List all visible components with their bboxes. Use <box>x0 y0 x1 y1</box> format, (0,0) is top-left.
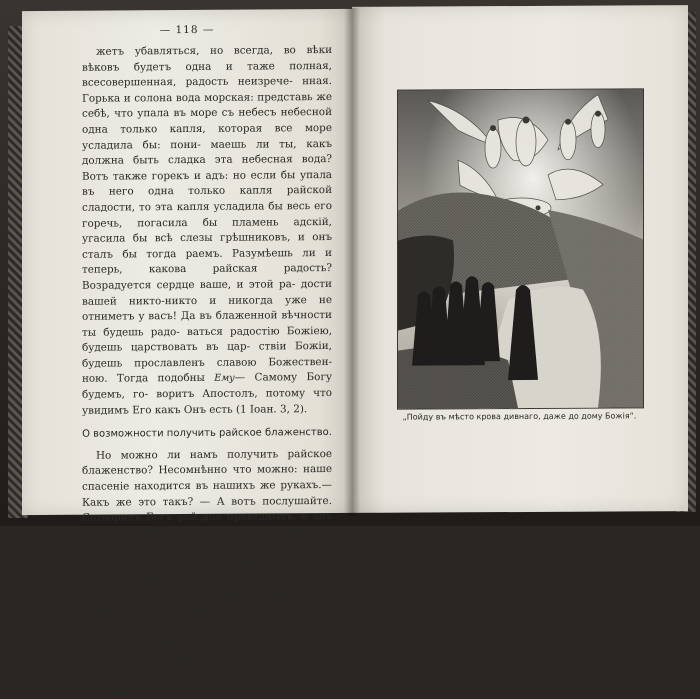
line: для грѣшныхъ. Заперъ онъ рай, заперъ и адъ. Но <box>82 525 332 556</box>
line: нная. Горька и солона вода морская: представь же <box>82 75 332 105</box>
right-page <box>352 5 688 513</box>
engraving-image <box>398 89 643 408</box>
line: только капля, которая все море усладила бы: пони- <box>82 121 332 152</box>
section-heading: О возможности получить райское блаженство. <box>82 427 332 440</box>
line: послушайте. Сотворилъ Богъ рай для праведныхъ, а адъ <box>82 494 332 524</box>
line: — Самому Богу будемъ, го- <box>82 371 332 401</box>
engraving-illustration <box>397 88 644 409</box>
line: Несомнѣнно что можно: наше спасеніе находится въ <box>82 463 332 493</box>
line: Но можно ли намъ получить райское блаженство? <box>82 447 332 478</box>
line: райская радость? Возрадуется сердце ваше, и этой ра- <box>82 262 332 292</box>
line: есть (1 Іоан. 3, 2). <box>209 402 308 416</box>
line: маешь ли ты, какъ должна быть сладка эта небесная <box>82 137 332 167</box>
line: себѣ, что упала въ море съ небесъ небесной одна <box>82 106 332 136</box>
book-gutter <box>344 8 360 516</box>
line: адскій, угасила бы всѣ слезы грѣшниковъ, и онъ <box>82 215 332 245</box>
line: и смерти, говоритъ Самъ Онъ въ Откровеніи Апостолу Іоанну. <box>82 556 332 587</box>
left-page-body <box>82 43 332 698</box>
line: ствіи Божіи, будешь прославленъ славою Божествен- <box>82 340 332 370</box>
paragraph-2 <box>82 447 332 698</box>
line: него одна только капля райской сладости, то эта капля <box>82 184 332 214</box>
line: Апостола Петра: <box>115 604 212 618</box>
line: А ключи райскіе Онъ отдалъ Апостоламъ, въ лицѣ <box>82 572 332 618</box>
line: воритъ Апостолъ, потому что увидимъ Его какъ Онъ <box>82 387 333 417</box>
line: вода? Вотъ также горекъ и адъ: но если бы упала въ <box>82 153 333 199</box>
line: жетъ убавляться, но всегда, во вѣки вѣковъ будетъ <box>82 43 332 74</box>
line: усладила бы весь его горечь, погасила бы пламень <box>82 199 332 230</box>
line: нашихъ же рукахъ.— Какъ же это такъ? — А вотъ <box>82 479 332 509</box>
paragraph-1 <box>82 43 332 419</box>
line: дости вашей никто-никто и никогда уже не отниметъ <box>82 277 332 323</box>
italic-quote: и дамъ тебѣ ключи Царствія небеснаго. <box>82 604 332 634</box>
page-number: — 118 — <box>159 23 215 37</box>
italic-ref: Ему <box>214 373 235 385</box>
italic-quote: имамъ ключи ада <box>118 558 215 571</box>
line: одно же ключи адскіе удержалъ у Себя: <box>82 541 332 571</box>
left-page <box>22 9 352 696</box>
line: ною. Тогда подобны <box>82 372 215 386</box>
illustration-caption: „Пойду въ мѣсто крова дивнаго, даже до дому Божія“. <box>402 411 637 422</box>
line: ваться радостію Божіею, будешь царствовать въ цар- <box>82 324 333 355</box>
line: жіихъ, а отъ рая въ рукахъ человѣческихъ. Какъ же <box>82 634 332 665</box>
line: у васъ! Да въ блаженной вѣчности ты будешь радо- <box>82 309 332 339</box>
line: одна и таже полная, всесовершенная, радость неизрече- <box>82 59 332 89</box>
line: сталъ бы тогда раемъ. Разумѣешь ли и теперь, какова <box>82 246 332 277</box>
line: человѣколюбивъ промыслъ Спасителя нашего! Онъ каждаго <box>82 666 332 696</box>
line: Стало быть ключи отъ ада находятся въ рукахъ Бо- <box>82 619 332 649</box>
